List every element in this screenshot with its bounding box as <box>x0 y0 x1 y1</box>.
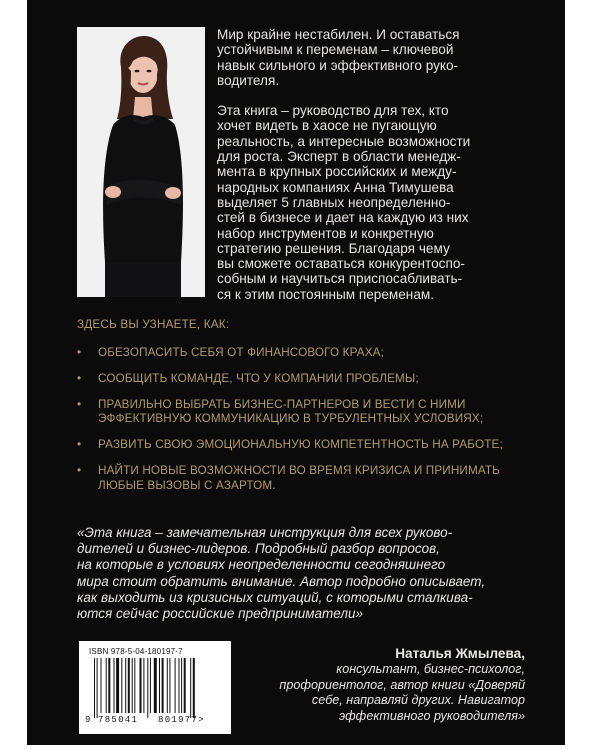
barcode-bar <box>101 658 102 713</box>
learn-list-item <box>77 346 517 361</box>
bullet-icon: • <box>77 463 82 477</box>
bullet-icon: • <box>77 346 82 359</box>
endorsement-quote: «Эта книга – замечательная инструкция для всех руково- дителей и бизнес-лидеров. Подробный разбор вопросов, на которые в условиях неопределенности сегодняшнего мира стоит обратить внимание. Автор подробно описывает, как выходить из кризисных ситуаций, с которыми сталкива- ются сейчас российские предприниматели» <box>77 525 486 622</box>
barcode-bar <box>128 658 130 713</box>
description-paragraph: Эта книга – руководство для тех, кто хочет видеть в хаосе не пугающую реальность, а интересные возможности для роста. Эксперт в области менедж- мента в крупных российских и между- народных компаниях Анна Тимушева выделяет 5 главных неопределенно- стей в бизнесе и дает на каждую из них набор инструментов и конкретную стратегию решения. Благодаря чему вы сможете оставаться конкурентоспо- собным и научиться приспосабливать- ся к этим постоянным переменам. <box>217 103 471 302</box>
barcode-bar <box>132 658 133 713</box>
learn-item-text: РАЗВИТЬ СВОЮ ЭМОЦИОНАЛЬНУЮ КОМПЕТЕНТНОСТЬ НА РАБОТЕ; <box>98 438 503 452</box>
barcode-digits-group-2 <box>158 715 205 725</box>
book-back-cover <box>27 0 565 745</box>
endorser-name: Наталья Жмылева, <box>395 646 525 661</box>
barcode-bars <box>94 658 218 718</box>
learn-item-text: СООБЩИТЬ КОМАНДЕ, ЧТО У КОМПАНИИ ПРОБЛЕМЫ; <box>98 371 419 385</box>
barcode-bar <box>193 658 195 718</box>
learn-heading: ЗДЕСЬ ВЫ УЗНАЕТЕ, КАК: <box>77 318 230 331</box>
barcode-bar <box>106 658 107 713</box>
barcode-bar <box>121 658 122 713</box>
barcode-bar <box>108 658 110 713</box>
barcode-bar <box>179 658 180 713</box>
bullet-icon: • <box>77 397 82 411</box>
endorser-description: консультант, бизнес-психолог, профориентолог, автор книги «Доверяй себе, направляй других. Навигатор эффективного руководителя» <box>279 662 525 723</box>
learn-list <box>77 346 517 494</box>
barcode-bar <box>94 658 95 718</box>
learn-list-item <box>77 398 517 428</box>
barcode-marker: > <box>198 715 205 725</box>
barcode-bar <box>134 658 135 713</box>
barcode-bar <box>181 658 182 713</box>
bullet-icon: • <box>77 371 82 385</box>
barcode-bar <box>175 658 176 713</box>
barcode-bar <box>167 658 168 713</box>
learn-section <box>77 318 517 505</box>
barcode-bar <box>162 658 164 713</box>
barcode-bar <box>154 658 157 713</box>
barcode <box>79 641 231 734</box>
barcode-bar <box>143 658 144 713</box>
barcode-bar <box>169 658 170 713</box>
learn-list-item <box>77 464 517 494</box>
isbn-label: ISBN 978-5-04-180197-7 <box>89 647 183 656</box>
description-paragraph: Мир крайне нестабилен. И оставаться устойчивым к переменам – ключевой навык сильного и эффективного руко- водителя. <box>217 27 460 88</box>
barcode-bar <box>114 658 115 713</box>
barcode-bar <box>97 658 98 718</box>
barcode-bar <box>159 658 160 713</box>
bullet-icon: • <box>77 438 82 452</box>
barcode-bar <box>190 658 191 718</box>
barcode-bar <box>116 658 119 713</box>
barcode-bar <box>184 658 186 713</box>
book-description <box>217 27 527 317</box>
learn-list-item <box>77 372 517 387</box>
learn-item-text: ПРАВИЛЬНО ВЫБРАТЬ БИЗНЕС-ПАРТНЕРОВ И ВЕСТИ С НИМИ ЭФФЕКТИВНУЮ КОММУНИКАЦИЮ В ТУРБУЛЕНТНЫХ УСЛОВИЯХ; <box>98 397 484 426</box>
barcode-digit-first: 9 <box>85 715 91 725</box>
learn-list-item <box>77 438 517 453</box>
barcode-bar <box>140 658 142 713</box>
barcode-digits-group-1: 785041 <box>98 715 139 725</box>
learn-item-text: ОБЕЗОПАСИТЬ СЕБЯ ОТ ФИНАНСОВОГО КРАХА; <box>98 346 384 359</box>
author-photo <box>77 27 205 297</box>
barcode-bar <box>150 658 151 713</box>
endorser-block <box>215 645 525 724</box>
barcode-digits-group-2-text: 801977 <box>158 715 199 725</box>
barcode-bar <box>147 658 148 718</box>
barcode-bar <box>125 658 126 713</box>
learn-item-text: НАЙТИ НОВЫЕ ВОЗМОЖНОСТИ ВО ВРЕМЯ КРИЗИСА И ПРИНИМАТЬ ЛЮБЫЕ ВЫЗОВЫ С АЗАРТОМ. <box>98 463 500 492</box>
author-portrait-image <box>77 27 205 297</box>
